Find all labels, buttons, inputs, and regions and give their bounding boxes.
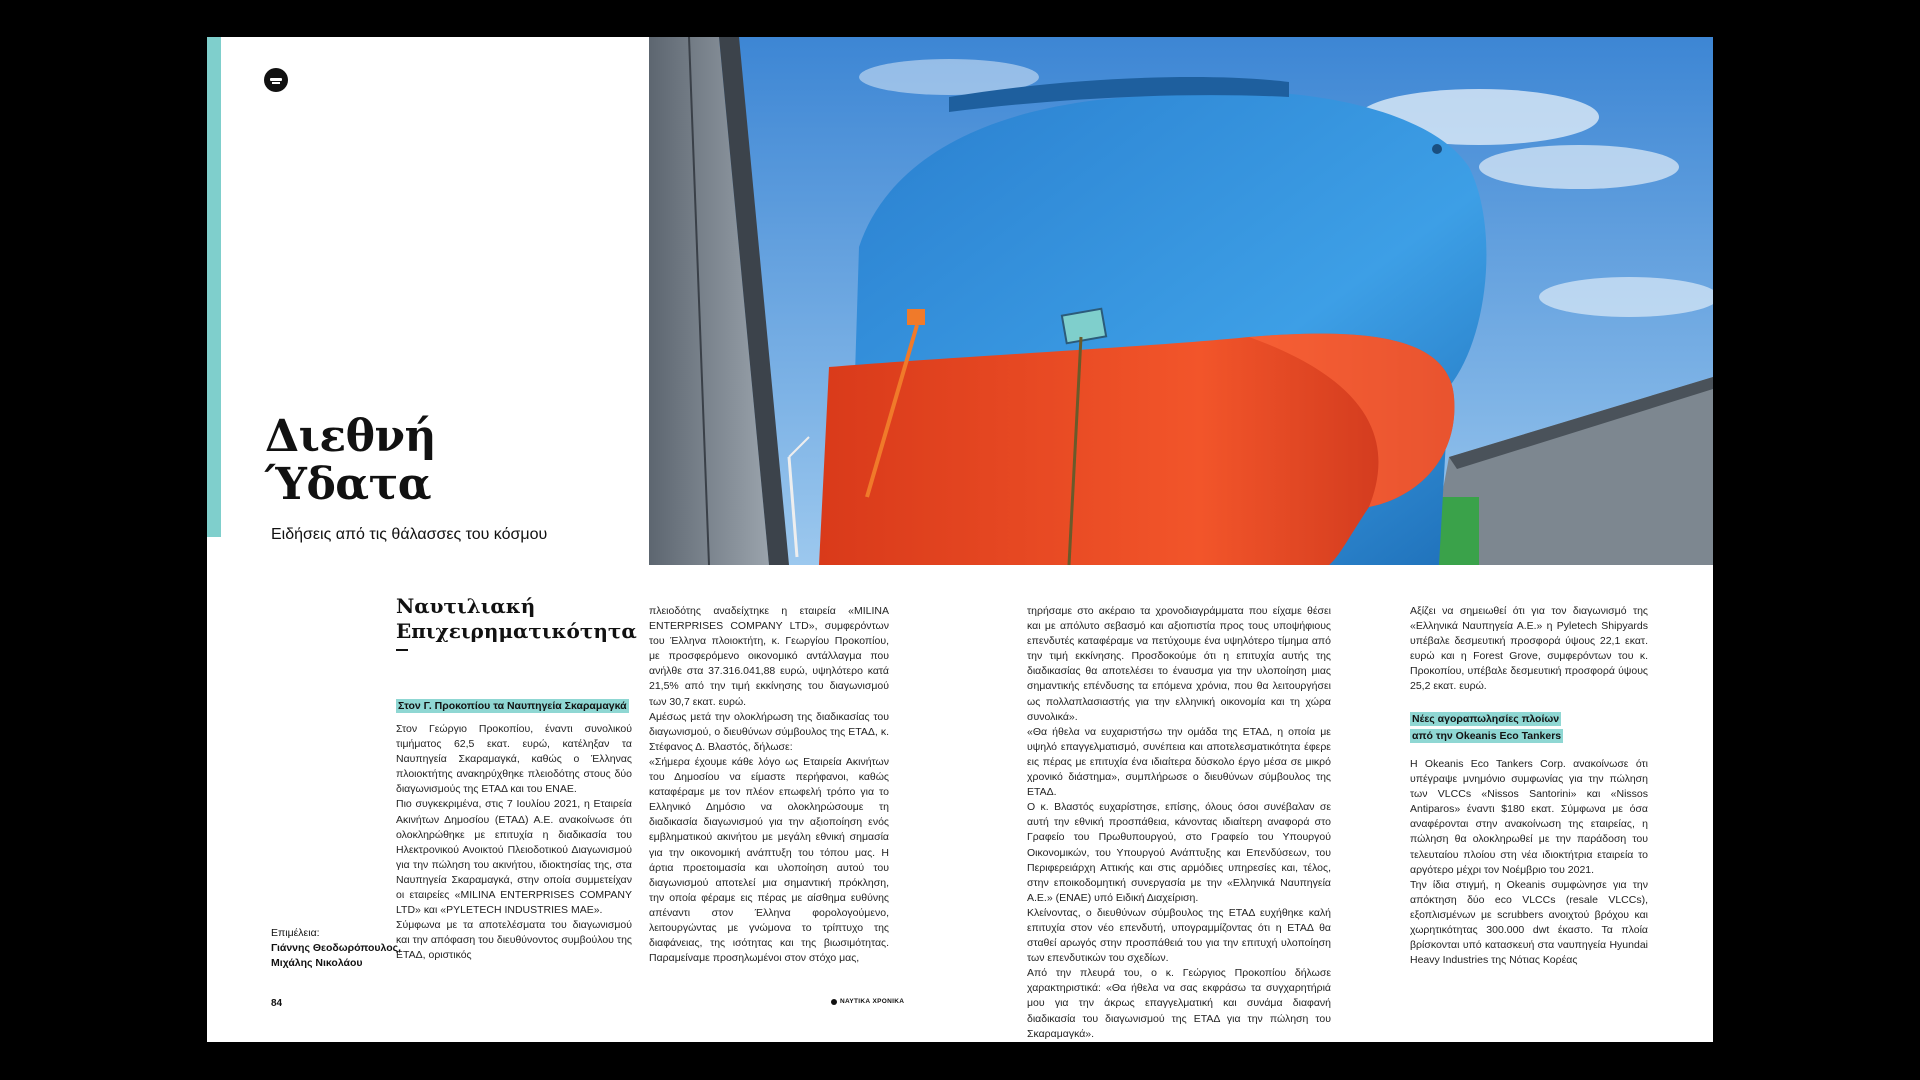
article-kicker-okeanis (1410, 710, 1563, 744)
kicker-highlight-line-2: από την Okeanis Eco Tankers (1412, 730, 1562, 742)
ship-photo (649, 37, 1713, 565)
title-line-1: Διεθνή (265, 411, 437, 462)
section-title-line-2: Επιχειρηματικότητα (396, 619, 637, 643)
page-title (265, 413, 436, 509)
paragraph: Την ίδια στιγμή, η Okeanis συμφώνησε για την απόκτηση δύο eco VLCCs (resale VLCCs), εξοπλισμένων με scrubbers ανοιχτού βρόχου και χωρητικότητας 300.000 dwt έκαστο. Τα πλοία βρίσκονται υπό κατασκευή στα ναυπηγεία Hyundai Heavy Industries της Νότιας Κορέας (1410, 878, 1648, 967)
paragraph: Κλείνοντας, ο διευθύνων σύμβουλος της ΕΤΑΔ ευχήθηκε καλή επιτυχία στον νέο επενδυτή, υπογραμμίζοντας ότι η ΕΤΑΔ θα σταθεί αρωγός στην προσπάθειά του για την επιτυχή υλοποίηση των επενδυτικών του σχεδίων. (1027, 906, 1331, 965)
page-subtitle: Ειδήσεις από τις θάλασσες του κόσμου (271, 526, 548, 543)
publication-name: ΝΑΥΤΙΚΑ ΧΡΟΝΙΚΑ (840, 998, 905, 1005)
paragraph: «Θα ήθελα να ευχαριστήσω την ομάδα της ΕΤΑΔ, η οποία με υψηλό επαγγελματισμό, συνέπεια και αποτελεσματικότητα έφερε εις πέρας με επιτυχία ένα ιδιαίτερα δύσκολο έργο μέσα σε μικρό χρονικό διάστημα», συμπλήρωσε ο διευθύνων σύμβουλος της ΕΤΑΔ. (1027, 725, 1331, 799)
paragraph: πλειοδότης αναδείχτηκε η εταιρεία «MILINA ENTERPRISES COMPANY LTD», συμφερόντων του Έλληνα πλοιοκτήτη, κ. Γεωργίου Προκοπίου, με προσφερόμενο οικονομικό αντάλλαγμα που ανήλθε στα 37.316.041,88 ευρώ, υψηλότερο κατά 21,5% από την τιμή εκκίνησης του διαγωνισμού των 30,7 εκατ. ευρώ. (649, 605, 889, 708)
paragraph: Στον Γεώργιο Προκοπίου, έναντι συνολικού τιμήματος 62,5 εκατ. ευρώ, κατέληξαν τα Ναυπηγεία Σκαραμαγκά, καθώς ο Έλληνας πλοιοκτήτης ανακηρύχθηκε πλειοδότης στους δύο διαγωνισμούς της ΕΤΑΔ και του ΕΝΑΕ. (396, 723, 632, 796)
kicker-highlight-line-1: Νέες αγοραπωλησίες πλοίων (1412, 713, 1560, 725)
paragraph: τηρήσαμε στο ακέραιο τα χρονοδιαγράμματα που είχαμε θέσει και με απόλυτο σεβασμό και αξιοπιστία προς τους υποψήφιους επενδυτές καταφέραμε να πετύχουμε ένα υψηλότερο τίμημα από την τιμή εκκίνησης. Προσδοκούμε ότι η επιτυχία αυτής της διαδικασίας θα αποτελέσει το έναυσμα για την υλοποίηση μιας σημαντικής επένδυσης τα επόμενα χρόνια, που θα λειτουργήσει ως πολλαπλασιαστής για την ελληνική οικονομία και τη χώρα συνολικά». (1027, 605, 1331, 723)
section-title (396, 594, 637, 644)
text-column-4 (1410, 604, 1648, 695)
credit-author-1: Γιάννης Θεοδωρόπουλος, (271, 942, 402, 954)
kicker-highlight: Στον Γ. Προκοπίου τα Ναυπηγεία Σκαραμαγκά (398, 700, 627, 712)
text-column-2 (649, 604, 889, 966)
text-column-1 (396, 722, 632, 964)
title-line-2: Ύδατα (265, 459, 432, 510)
publication-logo-icon (831, 999, 837, 1005)
magazine-page (207, 37, 1713, 1042)
text-column-3 (1027, 604, 1331, 1042)
section-dash-divider (396, 649, 408, 651)
paragraph: Η Okeanis Eco Tankers Corp. ανακοίνωσε ότι υπέγραψε μνημόνιο συμφωνίας για την πώληση των VLCCs «Nissos Santorini» και «Nissos Antiparos» έναντι $180 εκατ. Σύμφωνα με όσα αναφέρονται στην ανακοίνωση της εταιρείας, η πώληση θα ολοκληρωθεί με την παράδοση του τελευταίου πλοίου στη νέα ιδιοκτήτρια εταιρεία το αργότερο μέχρι τον Νοέμβριο του 2021. (1410, 758, 1648, 876)
paragraph: «Σήμερα έχουμε κάθε λόγο ως Εταιρεία Ακινήτων του Δημοσίου να είμαστε περήφανοι, καθώς καταφέραμε με τον πλέον επωφελή τρόπο για το Ελληνικό Δημόσιο να ολοκληρώσουμε τη διαδικασία διαγωνισμού για την αξιοποίηση ενός εμβληματικού ακινήτου με μεγάλη εθνική σημασία για την οικονομική ανάπτυξη του τόπου μας. Η άρτια προετοιμασία και υλοποίηση αυτού του διαγωνισμού αποτελεί μια σημαντική πρόκληση, την οποία φέραμε εις πέρας με αίσθημα ευθύνης απέναντι στον Έλληνα φορολογούμενο, λειτουργώντας με γνώμονα το τρίπτυχο της διαφάνειας, της ισότητας και της βιωσιμότητας. Παραμείναμε προσηλωμένοι στον στόχο μας, (649, 755, 889, 965)
credit-author-2: Μιχάλης Νικολάου (271, 957, 363, 969)
paragraph: Ο κ. Βλαστός ευχαρίστησε, επίσης, όλους όσοι συνέβαλαν σε αυτή την εθνική προσπάθεια, κάνοντας ιδιαίτερη αναφορά στο Γραφείο του Πρωθυπουργού, στο Γραφείο του Υπουργού Οικονομικών, του Υπουργού Ανάπτυξης και Επενδύσεων, του Περιφερειάρχη Αττικής και στις αρμόδιες υπηρεσίες και, τέλος, στην εποικοδομητική συνεργασία με την «Ελληνικά Ναυπηγεία Α.Ε.» (ΕΝΑΕ) υπό Ειδική Διαχείριση. (1027, 801, 1331, 904)
publication-footer (831, 998, 904, 1005)
magazine-logo-icon (264, 68, 288, 92)
editor-credit (271, 926, 401, 971)
paragraph: Αξίζει να σημειωθεί ότι για τον διαγωνισμό της «Ελληνικά Ναυπηγεία Α.Ε.» η Pyletech Shipyards υπέβαλε δεσμευτική προσφορά ύψους 22,1 εκατ. ευρώ και η Forest Grove, συμφερόντων του κ. Προκοπίου, υπέβαλε δεσμευτική προσφορά ύψους 25,2 εκατ. ευρώ. (1410, 605, 1648, 693)
paragraph: Αμέσως μετά την ολοκλήρωση της διαδικασίας του διαγωνισμού, ο διευθύνων σύμβουλος της ΕΤΑΔ, κ. Στέφανος Δ. Βλαστός, δήλωσε: (649, 710, 889, 753)
section-title-line-1: Ναυτιλιακή (396, 594, 536, 618)
credit-label: Επιμέλεια: (271, 927, 320, 939)
text-column-4-continued (1410, 757, 1648, 968)
page-number: 84 (271, 998, 283, 1009)
article-kicker-skaramangas (396, 696, 629, 714)
ship-bow-illustration (649, 37, 1713, 565)
paragraph: Από την πλευρά του, ο κ. Γεώργιος Προκοπίου δήλωσε χαρακτηριστικά: «Θα ήθελα να σας εκφράσω τα συγχαρητήριά μου για την άκρως επαγγελματική και συνάμα διαφανή διαδικασία του διαγωνισμού της ΕΤΑΔ για την πώληση του Σκαραμαγκά». (1027, 967, 1331, 1040)
paragraph: Σύμφωνα με τα αποτελέσματα του διαγωνισμού και την απόφαση του διευθύνοντος συμβούλου της ΕΤΑΔ, οριστικός (396, 919, 632, 962)
paragraph: Πιο συγκεκριμένα, στις 7 Ιουλίου 2021, η Εταιρεία Ακινήτων Δημοσίου (ΕΤΑΔ) Α.Ε. ανακοίνωσε ότι ολοκληρώθηκε με επιτυχία η διαδικασία του Ηλεκτρονικού Ανοικτού Πλειοδοτικού Διαγωνισμού για την πώληση του ακινήτου, ιδιοκτησίας της, στα Ναυπηγεία Σκαραμαγκά, στην οποία συμμετείχαν οι εταιρείες «MILINA ENTERPRISES COMPANY LTD» και «PYLETECH INDUSTRIES MAE». (396, 798, 632, 917)
teal-accent-bar (207, 37, 221, 537)
